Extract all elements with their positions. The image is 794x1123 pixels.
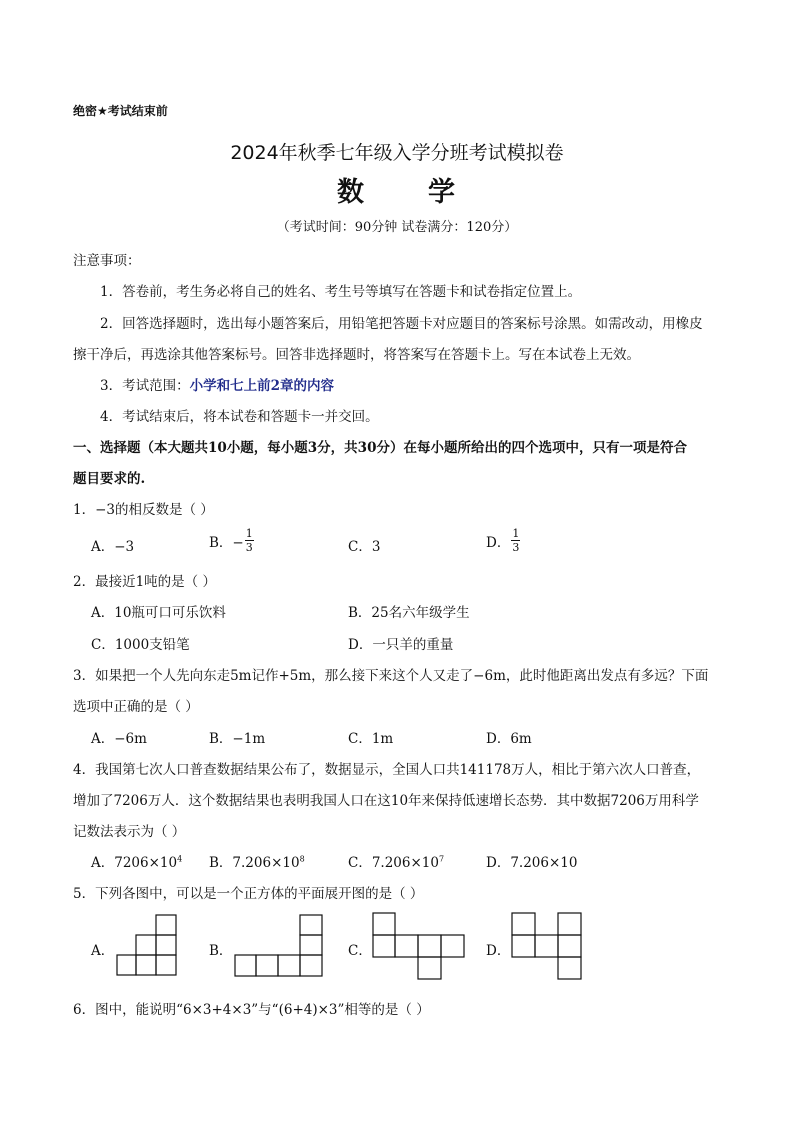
- q5-option-a-label: A．: [91, 943, 115, 959]
- subject-char-2: 学: [428, 177, 457, 208]
- q3-option-d: D．6m: [486, 731, 532, 747]
- q2-option-d: D．一只羊的重量: [348, 637, 454, 653]
- note-3-prefix: 3．考试范围：: [100, 378, 190, 394]
- net-square: [512, 935, 535, 957]
- q5-option-d-net: [511, 912, 583, 980]
- q3-option-b: B．−1m: [209, 731, 266, 747]
- q4-option-b: [209, 851, 305, 871]
- q4-option-d: D．7.206×10: [486, 855, 578, 871]
- net-square: [156, 955, 176, 975]
- q4-option-c-base: C．7.206×10: [348, 855, 439, 871]
- net-square: [300, 915, 322, 935]
- net-square: [441, 935, 464, 957]
- confidential-label: 绝密★考试结束前: [73, 104, 168, 118]
- note-2-line-2: 擦干净后，再选涂其他答案标号。回答非选择题时，将答案写在答题卡上。写在本试卷上无效。: [73, 347, 640, 363]
- net-square: [235, 955, 256, 976]
- q4-option-a-exponent: 4: [177, 854, 183, 864]
- q5-option-c-net: [372, 912, 468, 980]
- q4-option-c-exponent: 7: [438, 854, 445, 864]
- net-square: [136, 935, 156, 955]
- exam-scope: 小学和七上前2章的内容: [189, 378, 334, 394]
- q4-stem-line-3: 记数法表示为（ ）: [73, 824, 186, 840]
- q4-stem-line-1: 4．我国第七次人口普查数据结果公布了，数据显示，全国人口共141178万人，相比于第六次人口普查，: [73, 762, 701, 778]
- net-square: [558, 935, 581, 957]
- q1-option-b-fraction: [245, 527, 254, 554]
- net-square: [156, 915, 176, 935]
- q1-option-d-fraction: [511, 527, 520, 554]
- q3-option-a: A．−6m: [91, 731, 147, 747]
- net-square: [373, 935, 395, 957]
- net-square: [535, 935, 558, 957]
- net-square: [117, 955, 136, 975]
- q3-stem-line-2: 选项中正确的是（ ）: [73, 699, 199, 715]
- q6-stem: 6．图中，能说明“6×3+4×3”与“(6+4)×3”相等的是（ ）: [73, 1002, 430, 1018]
- q1-option-b-prefix: B．−: [209, 534, 244, 551]
- q3-option-c: C．1m: [348, 731, 394, 747]
- fraction-numerator: 1: [245, 527, 253, 540]
- net-square: [395, 935, 418, 957]
- q4-option-a-base: A．7206×10: [91, 855, 178, 871]
- net-square: [373, 913, 395, 935]
- q1-option-a: A．−3: [91, 539, 135, 555]
- q5-option-d-label: D．: [486, 943, 511, 959]
- note-1: 1．答卷前，考生务必将自己的姓名、考生号等填写在答题卡和试卷指定位置上。: [100, 284, 582, 300]
- section-1-heading-line-2: 题目要求的.: [73, 471, 146, 487]
- q4-stem-line-2: 增加了7206万人．这个数据结果也表明我国人口在这10年来保持低速增长态势．其中数据7206万用科学: [73, 793, 699, 809]
- net-square: [558, 957, 581, 979]
- q4-option-b-base: B．7.206×10: [209, 855, 300, 871]
- net-square: [278, 955, 300, 976]
- q5-option-a-net: [116, 914, 180, 978]
- subject-char-1: 数: [337, 177, 366, 208]
- notes-heading: 注意事项：: [73, 253, 141, 269]
- net-square: [300, 935, 322, 955]
- subject-title: [0, 170, 794, 209]
- q1-stem: 1．−3的相反数是（ ）: [73, 502, 214, 518]
- exam-title: 2024年秋季七年级入学分班考试模拟卷: [230, 142, 564, 164]
- q3-stem-line-1: 3．如果把一个人先向东走5m记作+5m，那么接下来这个人又走了−6m，此时他距离出发点有多远？下面: [73, 668, 709, 684]
- net-square: [136, 955, 156, 975]
- net-square: [512, 913, 535, 935]
- q5-option-c-label: C．: [348, 943, 372, 959]
- q4-option-b-exponent: 8: [299, 854, 305, 864]
- q1-option-b: [209, 527, 254, 554]
- net-square: [418, 935, 441, 957]
- q4-option-c: [348, 851, 444, 871]
- section-1-heading-line-1: 一、选择题（本大题共10小题，每小题3分，共30分）在每小题所给出的四个选项中，只有一项是符合: [73, 440, 687, 456]
- net-square: [300, 955, 322, 976]
- fraction-denominator: 3: [512, 541, 520, 554]
- exam-time-info: （考试时间：90分钟 试卷满分：120分）: [276, 220, 518, 235]
- note-3: [100, 374, 334, 394]
- note-2-line-1: 2．回答选择题时，选出每小题答案后，用铅笔把答题卡对应题目的答案标号涂黑。如需改动，用橡皮: [100, 316, 703, 332]
- q2-option-c: C．1000支铅笔: [91, 637, 190, 653]
- q5-option-b-label: B．: [209, 943, 233, 959]
- q2-stem: 2．最接近1吨的是（ ）: [73, 574, 216, 590]
- q2-option-a: A．10瓶可口可乐饮料: [91, 605, 226, 621]
- q5-stem: 5．下列各图中，可以是一个正方体的平面展开图的是（ ）: [73, 886, 424, 902]
- q2-option-b: B．25名六年级学生: [348, 605, 470, 621]
- net-square: [418, 957, 441, 979]
- q4-option-a: [91, 851, 182, 871]
- fraction-denominator: 3: [245, 541, 253, 554]
- q1-option-d: [486, 527, 520, 554]
- note-4: 4．考试结束后，将本试卷和答题卡一并交回。: [100, 409, 379, 425]
- q1-option-d-prefix: D．: [486, 534, 511, 551]
- net-square: [256, 955, 278, 976]
- net-square: [156, 935, 176, 955]
- q5-option-b-net: [234, 914, 326, 978]
- q1-option-c: C．3: [348, 539, 381, 555]
- net-square: [558, 913, 581, 935]
- fraction-numerator: 1: [512, 527, 520, 540]
